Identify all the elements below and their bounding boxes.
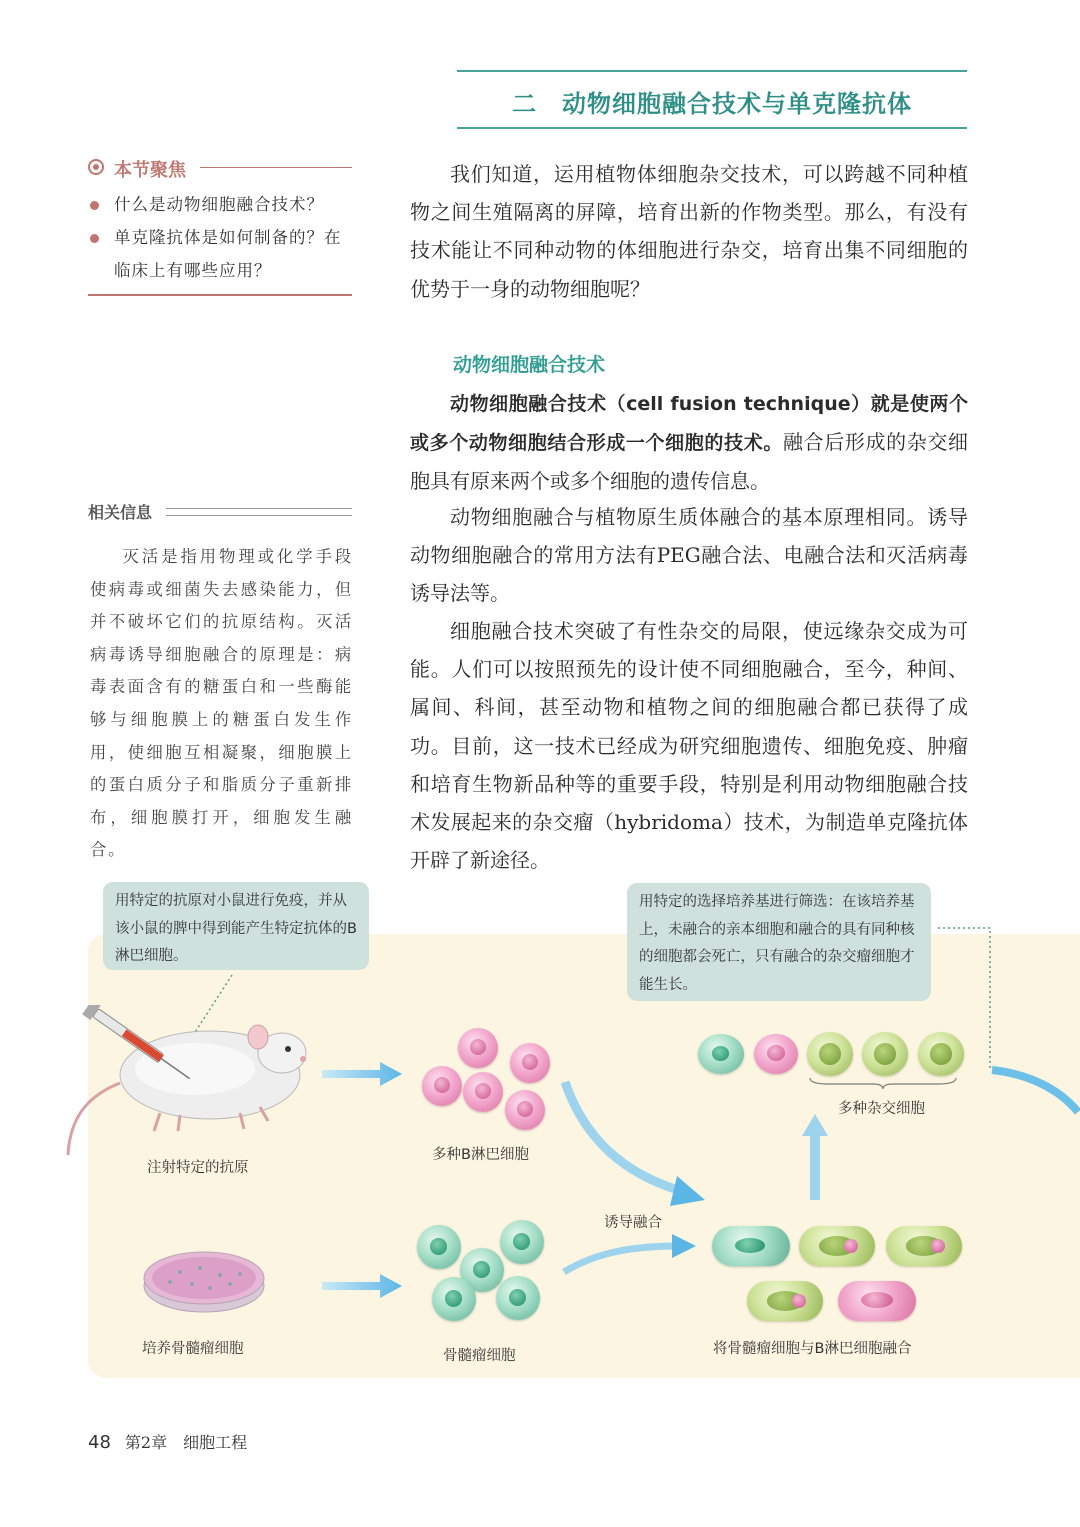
hybrid-cell (862, 1032, 908, 1076)
focus-item: 什么是动物细胞融合技术？ (88, 188, 352, 221)
page-number: 48 (88, 1432, 111, 1453)
significance-paragraph: 细胞融合技术突破了有性杂交的局限，使远缘杂交成为可能。人们可以按照预先的设计使不同细胞融合，至今，种间、属间、科间，甚至动物和植物之间的细胞融合都已获得了成功。目前，这一技术已经成为研究细胞遗传、细胞免疫、肿瘤和培育生物新品种等的重要手段，特别是利用动物细胞融合技术发展起来的杂交瘤（hybridoma）技术，为制造单克隆抗体开辟了新途径。 (410, 619, 968, 873)
fused-pair-hybrid (747, 1281, 823, 1321)
myeloma-cell (417, 1225, 461, 1269)
fused-pair-hybrid (799, 1226, 875, 1266)
fused-pair-bcell (838, 1281, 916, 1321)
arrow-bcells-to-fusion (555, 1080, 715, 1210)
caption-b-lymphocytes: 多种B淋巴细胞 (432, 1147, 529, 1163)
myeloma-unfused-cell (698, 1034, 744, 1074)
arrow-to-myeloma (320, 1272, 410, 1302)
caption-inject-antigen: 注射特定的抗原 (147, 1160, 249, 1176)
page-footer (88, 1430, 247, 1453)
chapter-label: 第2章 细胞工程 (124, 1433, 248, 1452)
focus-item: 单克隆抗体是如何制备的？在 临床上有哪些应用？ (88, 221, 352, 287)
subsection-title: 动物细胞融合技术 (453, 354, 606, 376)
fused-nucleus (844, 1239, 858, 1253)
culture-dish (140, 1240, 270, 1320)
section-title: 二 动物细胞融合技术与单克隆抗体 (512, 90, 912, 118)
caption-hybrid-cells: 多种杂交细胞 (838, 1101, 925, 1117)
focus-label: 本节聚焦 (114, 160, 186, 181)
myeloma-cell (500, 1220, 544, 1264)
caption-culture-myeloma: 培养骨髓瘤细胞 (142, 1341, 244, 1357)
callout-immunize: 用特定的抗原对小鼠进行免疫，并从该小鼠的脾中得到能产生特定抗体的B淋巴细胞。 (103, 882, 369, 970)
arrow-induce-fusion (560, 1230, 700, 1280)
fused-pair-myeloma (712, 1226, 790, 1266)
b-cell-unfused (754, 1034, 798, 1074)
definition-paragraph: 动物细胞融合技术（cell fusion technique）就是使两个或多个动物细胞结合形成一个细胞的技术。融合后形成的杂交细胞具有原来两个或多个细胞的遗传信息。 (410, 393, 968, 494)
arrow-to-bcells (320, 1060, 410, 1090)
hybrid-cell (807, 1032, 853, 1076)
b-lymphocyte (463, 1072, 503, 1112)
related-info-label: 相关信息 (88, 503, 153, 522)
principle-paragraph: 动物细胞融合与植物原生质体融合的基本原理相同。诱导动物细胞融合的常用方法有PEG融合法、电融合法和灭活病毒诱导法等。 (410, 505, 968, 606)
hybrid-bracket (808, 1076, 958, 1090)
related-info-text: 灭活是指用物理或化学手段使病毒或细菌失去感染能力，但并不破坏它们的抗原结构。灭活病毒诱导细胞融合的原理是：病毒表面含有的糖蛋白和一些酶能够与细胞膜上的糖蛋白发生作用，使细胞互相凝聚，细胞膜上的蛋白质分子和脂质分子重新排布，细胞膜打开，细胞发生融合。 (90, 547, 353, 860)
b-lymphocyte (510, 1043, 550, 1083)
intro-paragraph: 我们知道，运用植物体细胞杂交技术，可以跨越不同种植物之间生殖隔离的屏障，培育出新的作物类型。那么，有没有技术能让不同种动物的体细胞进行杂交，培育出集不同细胞的优势于一身的动物细胞呢？ (410, 162, 968, 301)
arrow-to-next (990, 1060, 1080, 1120)
b-lymphocyte (458, 1028, 498, 1068)
fused-nucleus (931, 1239, 945, 1253)
hybrid-cell (918, 1032, 964, 1076)
arrow-up-to-hybrids (800, 1112, 830, 1202)
b-lymphocyte (422, 1066, 462, 1106)
callout-selection: 用特定的选择培养基进行筛选：在该培养基上，未融合的亲本细胞和融合的具有同种核的细胞都会死亡，只有融合的杂交瘤细胞才能生长。 (627, 883, 931, 1001)
myeloma-cell (496, 1276, 540, 1320)
caption-myeloma-cells: 骨髓瘤细胞 (443, 1348, 516, 1364)
fused-nucleus (792, 1294, 806, 1308)
definition-bold: 动物细胞融合技术（cell fusion technique）就是使两个或多个动物细胞结合形成一个细胞的技术。 (410, 393, 968, 455)
myeloma-cell (432, 1277, 476, 1321)
fused-pair-hybrid (886, 1226, 962, 1266)
b-lymphocyte (505, 1090, 545, 1130)
caption-induce-fusion: 诱导融合 (604, 1215, 662, 1231)
caption-fusion: 将骨髓瘤细胞与B淋巴细胞融合 (713, 1341, 912, 1357)
mouse-illustration (60, 1005, 310, 1165)
